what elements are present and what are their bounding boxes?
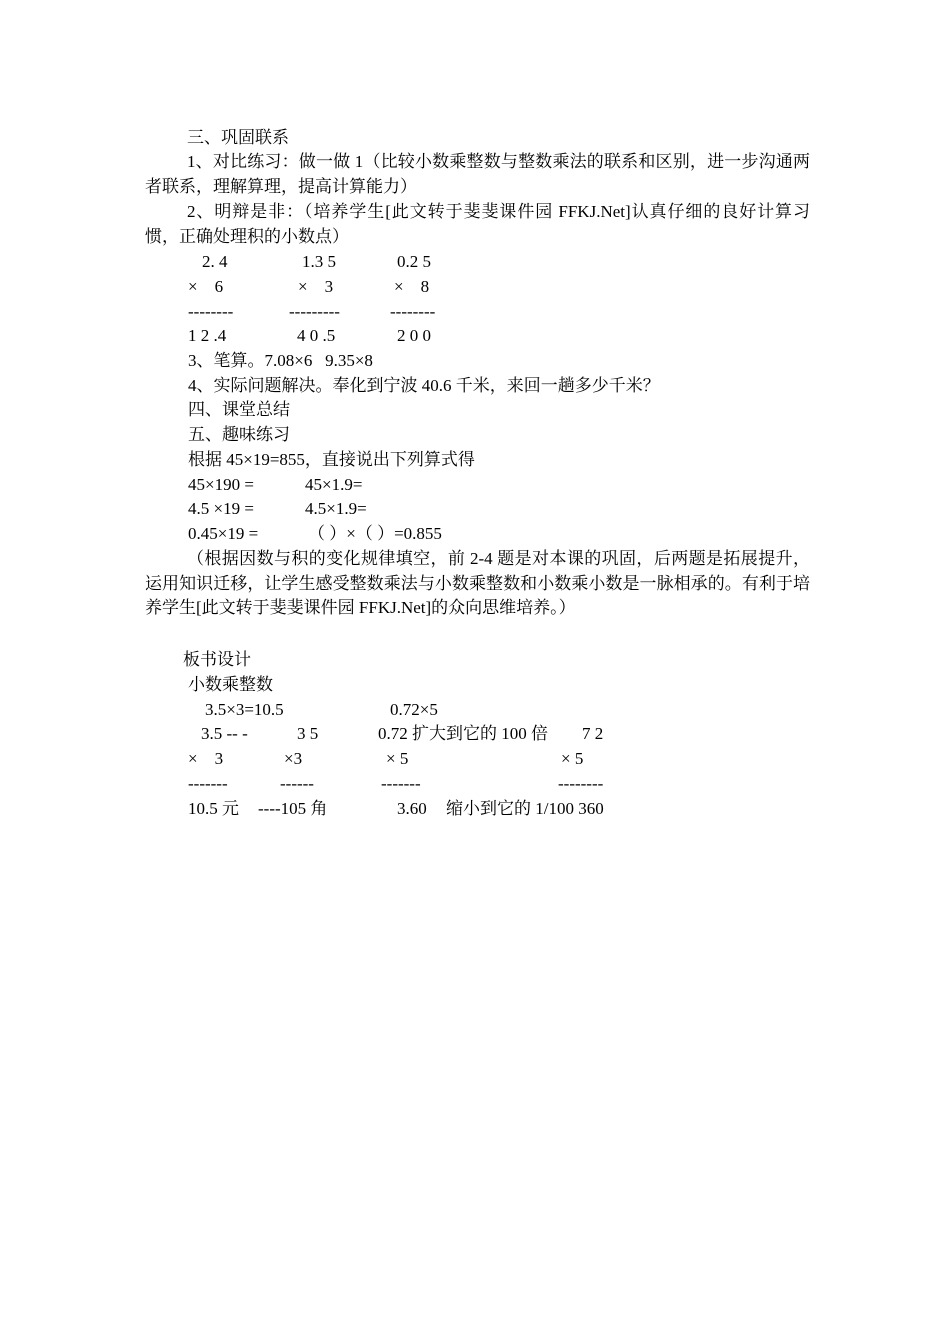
board-r2-d: 7 2: [582, 724, 604, 743]
board-r4-d: --------: [558, 774, 604, 793]
board-r3-d: × 5: [561, 749, 584, 768]
board-r1-a: 3.5×3=10.5: [205, 700, 284, 719]
board-r3-c: × 5: [386, 749, 409, 768]
calc-2-rule: ---------: [289, 302, 340, 321]
calc-1-rule: --------: [188, 302, 234, 321]
calc-2-multiplier: × 3: [298, 277, 334, 296]
section-5-note: （根据因数与积的变化规律填空，前 2-4 题是对本课的巩固，后两题是拓展提升，运用知识迁移，让学生感受整数乘法与小数乘整数和小数乘小数是一脉相承的。有利于培养学生[此文转于斐斐课件园 FFKJ.Net]的众向思维培养。）: [145, 549, 810, 617]
calc-1-multiplier: × 6: [188, 277, 224, 296]
board-r2-a: 3.5 -- -: [201, 724, 248, 743]
calc-3-result: 2 0 0: [397, 326, 431, 345]
calc-1-result: 1 2 .4: [188, 326, 227, 345]
board-r1-b: 0.72×5: [390, 700, 438, 719]
board-title: 小数乘整数: [188, 675, 273, 694]
board-heading: 板书设计: [183, 650, 251, 669]
section-3-item-4: 4、实际问题解决。奉化到宁波 40.6 千米，来回一趟多少千米？: [188, 376, 660, 395]
exercise-2-right: 4.5×1.9=: [305, 499, 367, 518]
board-r4-a: -------: [188, 774, 228, 793]
section-5-heading: 五、趣味练习: [188, 425, 290, 444]
calc-3-top: 0.2 5: [397, 252, 431, 271]
board-r3-b: ×3: [284, 749, 303, 768]
section-3-heading: 三、巩固联系: [187, 128, 289, 147]
board-r5-c: 3.60: [397, 799, 427, 818]
board-r2-b: 3 5: [297, 724, 319, 743]
exercise-1-right: 45×1.9=: [305, 475, 363, 494]
board-r5-a: 10.5 元: [188, 799, 239, 818]
board-r4-b: ------: [280, 774, 314, 793]
section-5-intro: 根据 45×19=855，直接说出下列算式得: [188, 450, 475, 469]
exercise-3-left: 0.45×19 =: [188, 524, 259, 543]
board-r4-c: -------: [381, 774, 421, 793]
exercise-1-left: 45×190 =: [188, 475, 254, 494]
calc-3-multiplier: × 8: [394, 277, 430, 296]
section-4-heading: 四、课堂总结: [188, 400, 290, 419]
board-r5-b: ----105 角: [258, 799, 328, 818]
calc-1-top: 2. 4: [202, 252, 228, 271]
board-r5-d: 缩小到它的 1/100 360: [446, 799, 604, 818]
calc-2-top: 1.3 5: [302, 252, 336, 271]
board-r2-c: 0.72 扩大到它的 100 倍: [378, 724, 548, 743]
section-3-item-3: 3、笔算。7.08×6 9.35×8: [188, 351, 373, 370]
section-3-item-2: 2、明辩是非：（培养学生[此文转于斐斐课件园 FFKJ.Net]认真仔细的良好计算习惯，正确处理积的小数点）: [145, 202, 810, 246]
calc-3-rule: --------: [390, 302, 436, 321]
calc-2-result: 4 0 .5: [297, 326, 336, 345]
exercise-3-right: （ ）×（ ）=0.855: [308, 524, 442, 543]
exercise-2-left: 4.5 ×19 =: [188, 499, 254, 518]
board-r3-a: × 3: [188, 749, 224, 768]
section-3-item-1: 1、对比练习：做一做 1（比较小数乘整数与整数乘法的联系和区别，进一步沟通两者联系，理解算理，提高计算能力）: [145, 152, 810, 196]
